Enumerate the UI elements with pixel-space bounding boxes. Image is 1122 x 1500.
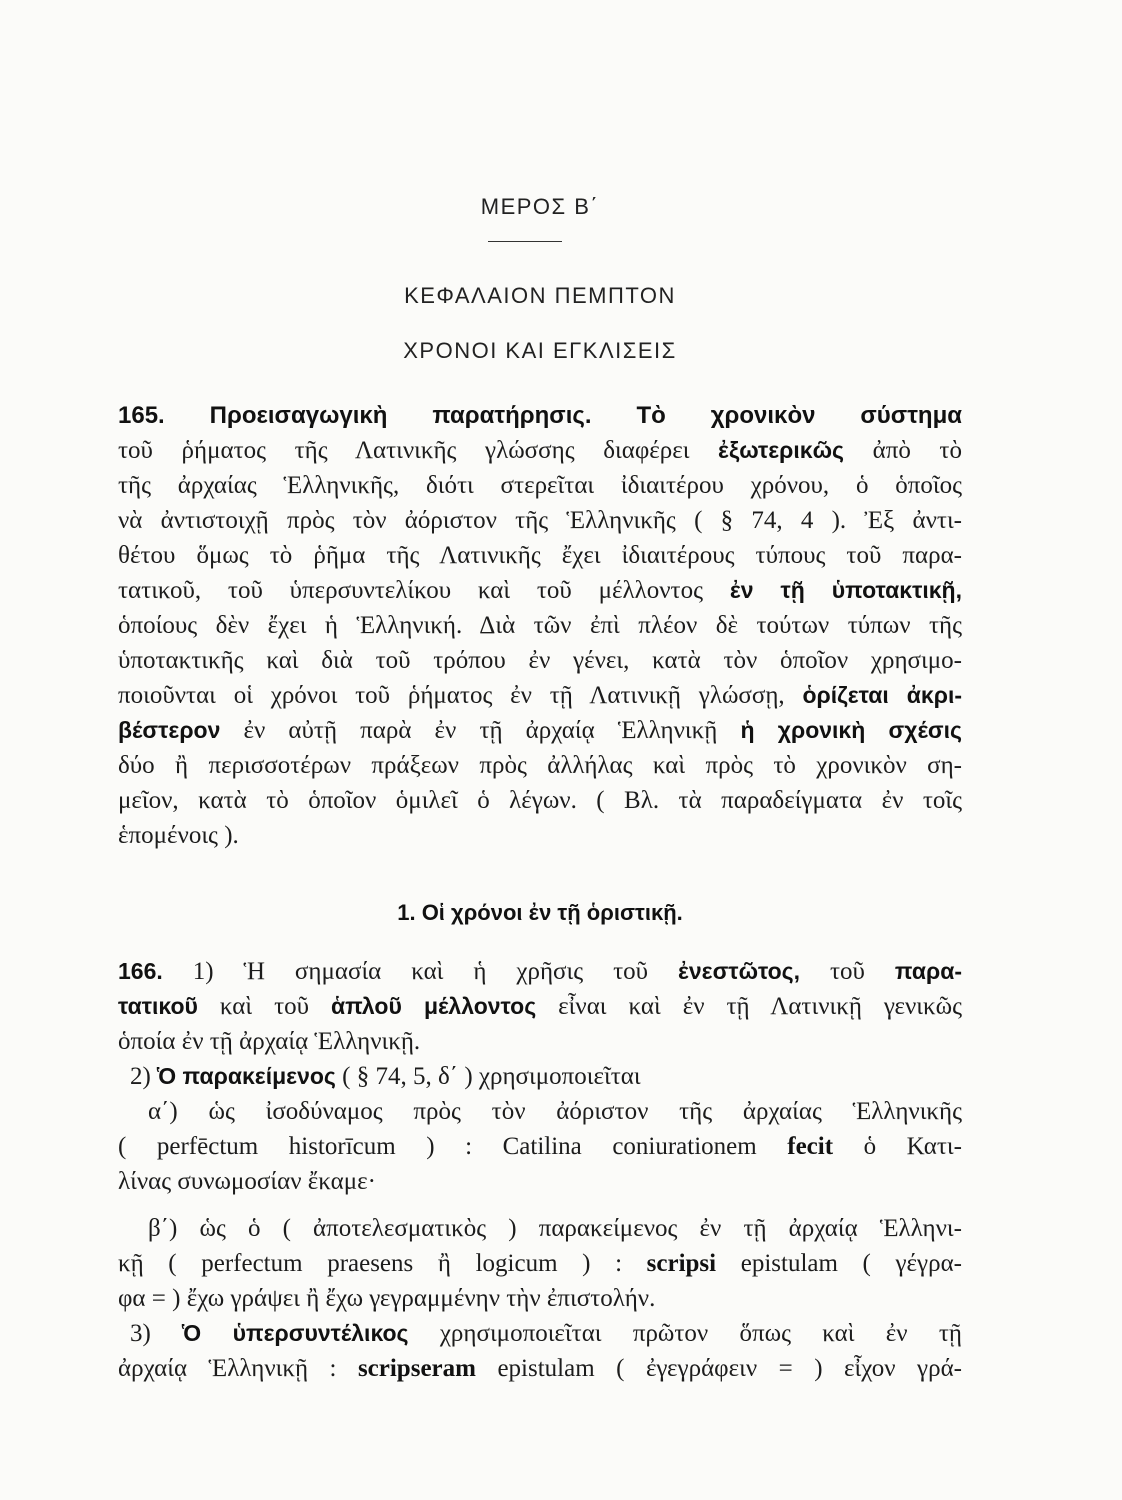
bold-term: βέστερον (118, 717, 221, 743)
text-segment: ἐν αὐτῇ παρὰ ἐν τῇ ἀρχαίᾳ Ἑλληνικῇ (220, 717, 741, 744)
text-line (118, 748, 962, 783)
section-heading: 1. Οἱ χρόνοι ἐν τῇ ὁριστικῇ. (397, 900, 683, 925)
text-segment: ἀπὸ τὸ (844, 437, 962, 464)
text-segment: 1) Ἡ σημασία καὶ ἡ χρῆσις τοῦ (162, 958, 678, 985)
part-title: ΜΕΡΟΣ Β΄ (480, 194, 600, 219)
text-line (118, 1164, 962, 1199)
text-segment: ὁποία ἐν τῇ ἀρχαίᾳ Ἑλληνικῇ. (118, 1028, 421, 1055)
text-line (118, 1211, 962, 1246)
text-segment: λίνας συνωμοσίαν ἔκαμε· (118, 1168, 376, 1195)
text-line (118, 468, 962, 503)
text-segment: epistulam ( γέγρα- (716, 1250, 962, 1277)
text-segment: ὁ Κατι- (833, 1133, 962, 1160)
text-segment: ἀρχαίᾳ Ἑλληνικῇ : (118, 1355, 358, 1382)
text-line (118, 989, 962, 1024)
paragraph-number: 166. (118, 958, 163, 984)
text-segment: ὁποίους δὲν ἔχει ἡ Ἑλληνική. Διὰ τῶν ἐπὶ πλέον δὲ τούτων τύπων τῆς (118, 612, 962, 639)
bold-term: ἡ χρονικὴ σχέσις (740, 717, 962, 743)
text-segment: χρησιμοποιεῖται πρῶτον ὅπως καὶ ἐν τῇ (408, 1320, 962, 1347)
text-segment: β΄) ὡς ὁ ( ἀποτελεσματικὸς ) παρακείμενος ἐν τῇ ἀρχαίᾳ Ἑλληνι- (148, 1215, 962, 1242)
text-segment: ὑποτακτικῆς καὶ διὰ τοῦ τρόπου ἐν γένει, κατὰ τὸν ὁποῖον χρησιμο- (118, 647, 962, 674)
bold-latin-term: fecit (787, 1133, 834, 1160)
bold-latin-term: scripsi (646, 1250, 717, 1277)
text-segment: ( perfēctum historīcum ) : Catilina coniurationem (118, 1133, 788, 1160)
bold-term: παρα- (894, 958, 962, 984)
text-line (118, 398, 962, 433)
chapter-title: ΚΕΦΑΛΑΙΟΝ ΠΕΜΠΤΟΝ (404, 283, 676, 308)
bold-latin-term: scripseram (357, 1355, 476, 1382)
text-line (118, 1024, 962, 1059)
text-line (118, 573, 962, 608)
text-segment: τοῦ ῥήματος τῆς Λατινικῆς γλώσσης διαφέρει (118, 437, 719, 464)
text-line (118, 713, 962, 748)
text-segment: δύο ἢ περισσοτέρων πράξεων πρὸς ἀλλήλας καὶ πρὸς τὸ χρονικὸν ση- (118, 752, 962, 779)
bold-term: τατικοῦ (118, 993, 198, 1019)
text-segment: τατικοῦ, τοῦ ὑπερσυντελίκου καὶ τοῦ μέλλοντος (118, 577, 730, 604)
text-line (118, 433, 962, 468)
text-line (118, 538, 962, 573)
bold-term: ὁρίζεται ἀκρι- (802, 682, 962, 708)
bold-term: ἁπλοῦ μέλλοντος (331, 993, 537, 1019)
text-segment: νὰ ἀντιστοιχῇ πρὸς τὸν ἀόριστον τῆς Ἑλληνικῆς ( § 74, 4 ). Ἐξ ἀντι- (118, 507, 962, 534)
text-segment: εἶναι καὶ ἐν τῇ Λατινικῇ γενικῶς (536, 993, 962, 1020)
bold-term: ἐν τῇ ὑποτακτικῇ, (729, 577, 962, 603)
text-line (118, 1059, 962, 1094)
text-line (118, 1316, 962, 1351)
text-segment: θέτου ὅμως τὸ ῥῆμα τῆς Λατινικῆς ἔχει ἰδιαιτέρους τύπους τοῦ παρα- (118, 542, 962, 569)
text-segment: κῇ ( perfectum praesens ἢ logicum ) : (118, 1250, 647, 1277)
text-segment: τῆς ἀρχαίας Ἑλληνικῆς, διότι στερεῖται ἰδιαιτέρου χρόνου, ὁ ὁποῖος (118, 472, 962, 499)
text-line (118, 818, 962, 853)
text-segment: epistulam ( ἐγεγράφειν = ) εἶχον γρά- (475, 1355, 962, 1382)
text-segment: α΄) ὡς ἰσοδύναμος πρὸς τὸν ἀόριστον τῆς ἀρχαίας Ἑλληνικῆς (148, 1098, 962, 1125)
text-line (118, 954, 962, 989)
text-segment: φα = ) ἔχω γράψει ἢ ἔχω γεγραμμένην τὴν ἐπιστολήν. (118, 1285, 656, 1312)
divider-rule (488, 241, 562, 242)
text-line (118, 608, 962, 643)
text-segment: ( § 74, 5, δ΄ ) χρησιμοποιεῖται (335, 1063, 641, 1090)
bold-term: Ὁ ὑπερσυντέλικος (182, 1320, 409, 1346)
text-segment: ἑπομένοις ). (118, 822, 239, 849)
bold-term: Ὁ παρακείμενος (157, 1063, 336, 1089)
text-segment: καὶ τοῦ (197, 993, 331, 1020)
text-segment: τοῦ (800, 958, 895, 985)
text-segment: 2) (130, 1063, 158, 1090)
text-line (118, 1094, 962, 1129)
text-segment: μεῖον, κατὰ τὸ ὁποῖον ὁμιλεῖ ὁ λέγων. ( Βλ. τὰ παραδείγματα ἐν τοῖς (118, 787, 962, 814)
bold-term: ἐνεστῶτος, (677, 958, 801, 984)
text-line (118, 1129, 962, 1164)
bold-term: ἐξωτερικῶς (718, 437, 845, 463)
paragraph-166 (118, 954, 962, 1386)
text-line (118, 1246, 962, 1281)
text-line (118, 503, 962, 538)
text-line (118, 783, 962, 818)
paragraph-165 (118, 398, 962, 853)
text-line (118, 678, 962, 713)
section-heading-165: 165. Προεισαγωγικὴ παρατήρησις. Τὸ χρονικὸν σύστημα (118, 402, 962, 429)
text-line (118, 643, 962, 678)
text-line (118, 1281, 962, 1316)
text-segment: 3) (130, 1320, 183, 1347)
chapter-subtitle: ΧΡΟΝΟΙ ΚΑΙ ΕΓΚΛΙΣΕΙΣ (403, 338, 677, 363)
text-line (118, 1351, 962, 1386)
text-segment: ποιοῦνται οἱ χρόνοι τοῦ ῥήματος ἐν τῇ Λατινικῇ γλώσσῃ, (118, 682, 803, 709)
